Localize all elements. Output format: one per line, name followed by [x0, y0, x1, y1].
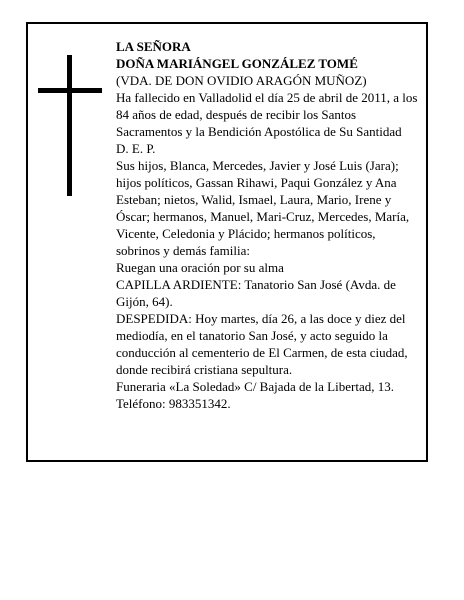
deceased-name: DOÑA MARIÁNGEL GONZÁLEZ TOMÉ — [116, 56, 358, 71]
death-info: Ha fallecido en Valladolid el día 25 de abril de 2011, a los 84 años de edad, después de recibir los Santos Sacramentos y la Bendición Apostólica de Su Santidad — [116, 90, 418, 139]
obituary-text — [116, 38, 422, 412]
chapel-info: CAPILLA ARDIENTE: Tanatorio San José (Avda. de Gijón, 64). — [116, 277, 396, 309]
cross-horizontal-bar — [38, 88, 102, 93]
notice-title: LA SEÑORA — [116, 39, 191, 54]
obituary-notice — [26, 22, 428, 462]
prayer-request: Ruegan una oración por su alma — [116, 260, 284, 275]
widow-of-line: (VDA. DE DON OVIDIO ARAGÓN MUÑOZ) — [116, 73, 367, 88]
funeral-home-info: Funeraria «La Soledad» C/ Bajada de la Libertad, 13. Teléfono: 983351342. — [116, 379, 394, 411]
family-list: Sus hijos, Blanca, Mercedes, Javier y José Luis (Jara); hijos políticos, Gassan Rihawi, Paqui González y Ana Esteban; nietos, Walid, Ismael, Laura, Mario, Irene y Óscar; hermanos, Manuel, Mari-Cruz, Mercedes, María, Vicente, Celedonia y Plácido; hermanos políticos, sobrinos y demás familia: — [116, 158, 410, 258]
cross-vertical-bar — [67, 55, 72, 196]
farewell-info: DESPEDIDA: Hoy martes, día 26, a las doce y diez del mediodía, en el tanatorio San José, y acto seguido la conducción al cementerio de El Carmen, de esta ciudad, donde recibirá cristiana sepultura. — [116, 311, 408, 377]
rip-line: D. E. P. — [116, 141, 156, 156]
